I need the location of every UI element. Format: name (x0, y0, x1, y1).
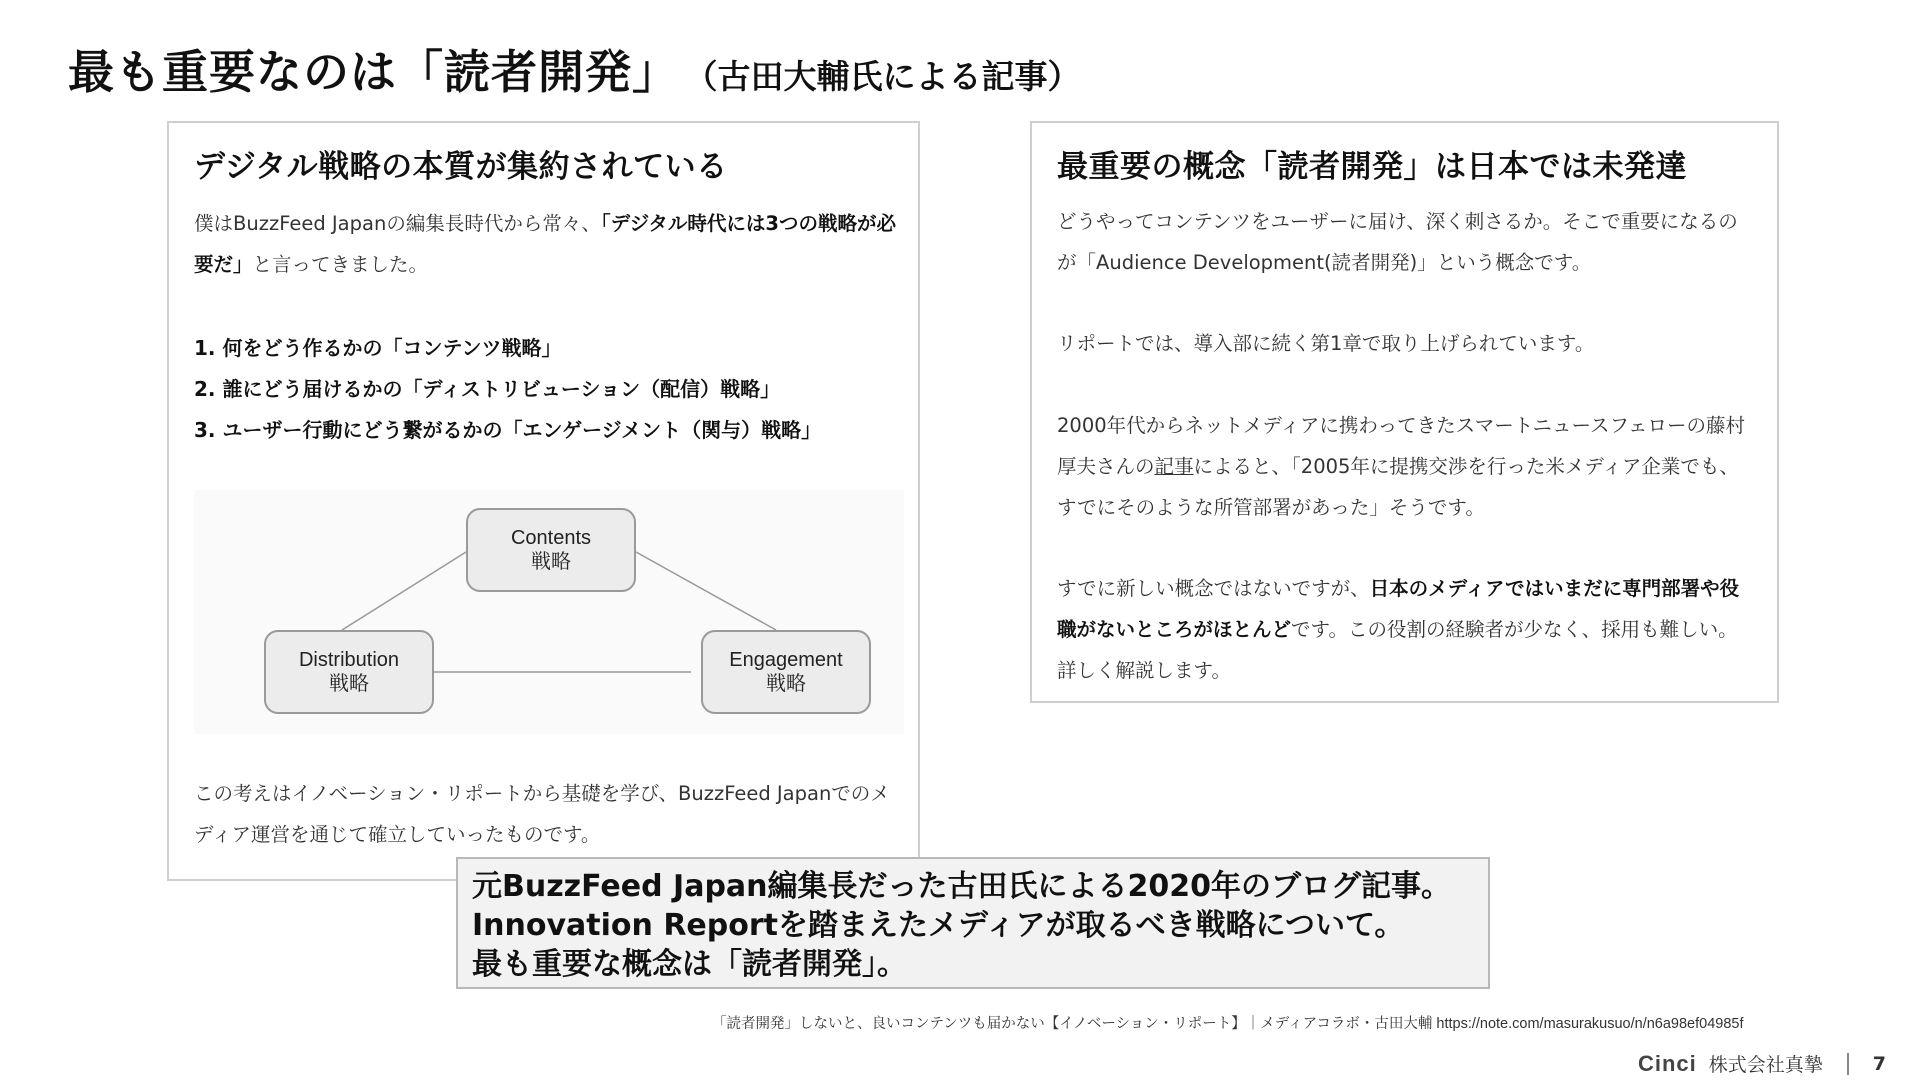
node-distribution (264, 630, 434, 714)
footer (1638, 1050, 1886, 1077)
node-contents (466, 508, 636, 592)
left-intro (194, 203, 898, 285)
company-name: 株式会社真摯 (1708, 1054, 1823, 1076)
left-intro-pre: 僕はBuzzFeed Japanの編集長時代から常々、 (194, 212, 601, 235)
node-contents-ja: 戦略 (531, 551, 571, 573)
page-number: 7 (1872, 1052, 1886, 1075)
right-p4-bold: 日本のメディアではいまだに専門部署や役職がないところがほとんど (1057, 577, 1740, 641)
connector-contents-distribution (342, 552, 466, 630)
right-paragraph-2: リポートでは、導入部に続く第1章で取り上げられています。 (1057, 332, 1595, 355)
right-article-panel (1030, 121, 1779, 703)
right-p4-pre: すでに新しい概念ではないですが、 (1057, 577, 1370, 600)
summary-caption (456, 857, 1490, 989)
right-p3-pre: 2000年代からネットメディアに携わってきたスマートニュースフェローの藤村厚夫さんの (1057, 414, 1746, 478)
source-citation: 「読者開発」しないと、良いコンテンツも届かない【イノベーション・リポート】｜メディアコラボ・古田大輔 https://note.com/masurakusuo/n/n6a98ef04985f (712, 1016, 1744, 1032)
strategy-item-1: 1. 何をどう作るかの「コンテンツ戦略」 (194, 336, 562, 360)
right-paragraph-3 (1057, 405, 1757, 528)
right-paragraph-4 (1057, 568, 1757, 691)
right-panel-heading: 最重要の概念「読者開発」は日本では未発達 (1057, 149, 1687, 185)
caption-line-3: 最も重要な概念は「読者開発」。 (472, 947, 907, 982)
article-link[interactable]: 記事 (1154, 455, 1194, 478)
right-paragraph-1: どうやってコンテンツをユーザーに届け、深く刺さるか。そこで重要になるのが「Audience Development(読者開発)」という概念です。 (1057, 210, 1738, 274)
node-distribution-ja: 戦略 (329, 673, 369, 695)
left-intro-post: と言ってきました。 (252, 253, 429, 276)
left-outro: この考えはイノベーション・リポートから基礎を学び、BuzzFeed Japanでのメディア運営を通じて確立していったものです。 (194, 782, 890, 846)
caption-line-2: Innovation Reportを踏まえたメディアが取るべき戦略について。 (472, 908, 1405, 943)
company-logo: Cinci (1637, 1050, 1697, 1076)
node-distribution-en: Distribution (298, 649, 400, 671)
left-panel-heading: デジタル戦略の本質が集約されている (194, 149, 728, 185)
left-intro-bold: 「デジタル時代には3つの戦略が必要だ」 (194, 212, 896, 276)
connector-contents-engagement (636, 552, 776, 630)
right-p3-post: によると、「2005年に提携交渉を行った米メディア企業でも、すでにそのような所管部署があった」そうです。 (1057, 455, 1739, 519)
strategy-list (194, 328, 821, 451)
footer-divider (1847, 1053, 1849, 1075)
strategy-item-2: 2. 誰にどう届けるかの「ディストリビューション（配信）戦略」 (194, 377, 781, 401)
caption-line-1: 元BuzzFeed Japan編集長だった古田氏による2020年のブログ記事。 (472, 869, 1452, 904)
title-sub: （古田大輔氏による記事） (701, 57, 1081, 96)
strategy-diagram (194, 490, 904, 734)
node-contents-en: Contents (510, 527, 592, 549)
strategy-item-3: 3. ユーザー行動にどう繋がるかの「エンゲージメント（関与）戦略」 (194, 418, 822, 442)
slide-title (68, 36, 1081, 102)
node-engagement (701, 630, 871, 714)
left-article-panel (167, 121, 920, 881)
right-p4-post: です。この役割の経験者が少なく、採用も難しい。詳しく解説します。 (1057, 618, 1738, 682)
title-main: 最も重要なのは「読者開発」 (68, 45, 679, 99)
node-engagement-ja: 戦略 (766, 673, 806, 695)
node-engagement-en: Engagement (729, 649, 843, 671)
